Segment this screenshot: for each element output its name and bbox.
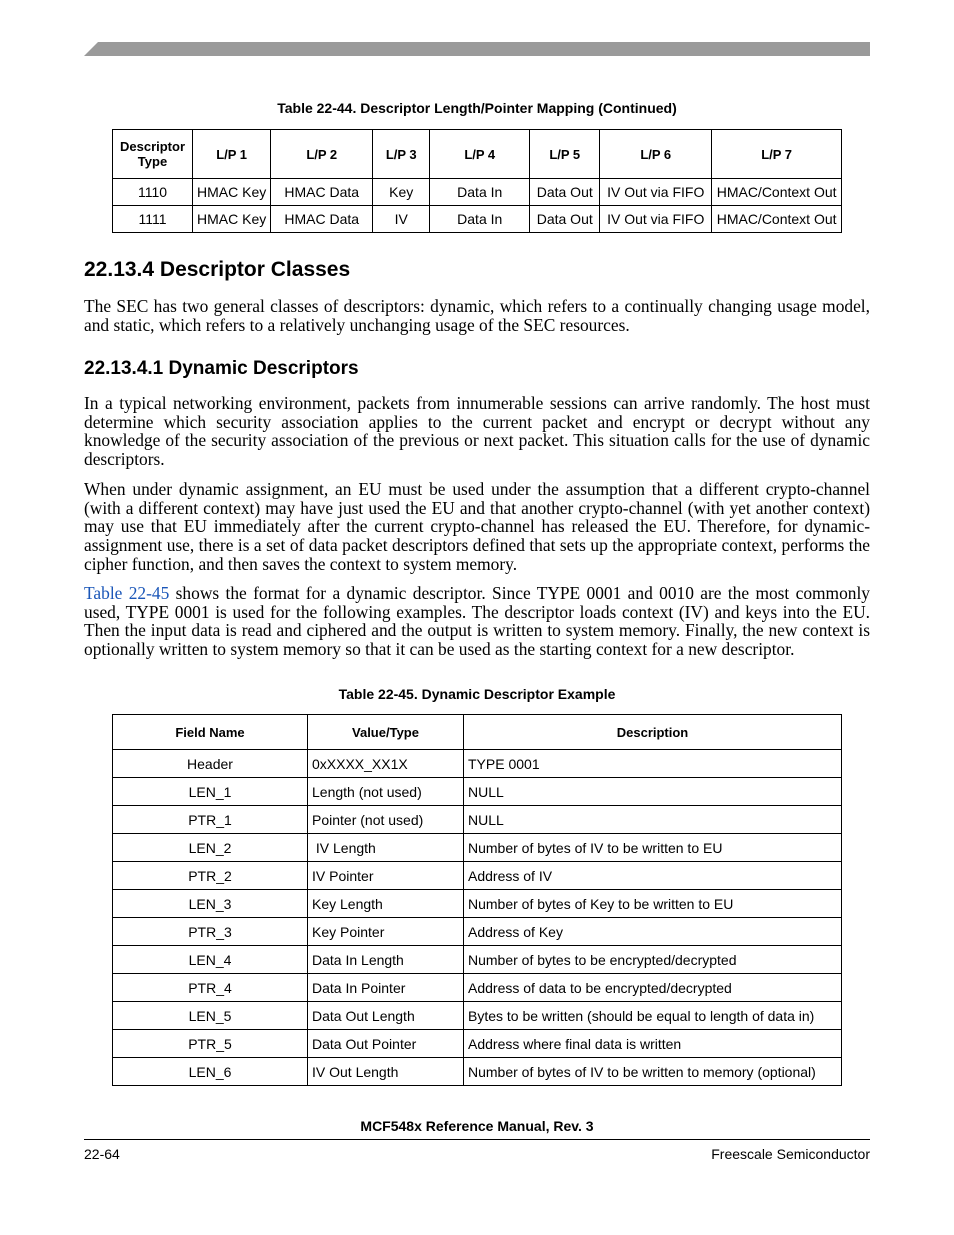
- table-cell: Address where final data is written: [464, 1030, 842, 1058]
- column-header: Value/Type: [308, 715, 464, 750]
- table-cell: IV Out via FIFO: [600, 206, 712, 233]
- paragraph-networking: In a typical networking environment, packets from innumerable sessions can arrive randomly. The host must determine which security association applies to the current packet and encrypt or decrypt without any knowledge of the security association of the previous or next packet. This situation calls for the use of dynamic descriptors.: [84, 393, 870, 470]
- table-row: [113, 974, 842, 1002]
- paragraph-text: shows the format for a dynamic descriptor. Since TYPE 0001 and 0010 are the most commonly used, TYPE 0001 is used for the following examples. The descriptor loads context (IV) and keys into the EU. Then the input data is read and ciphered and the output is written to system memory. Finally, the new context is optionally written to system memory so that it can be used as the starting context for a new descriptor.: [84, 583, 871, 660]
- table-row: [113, 946, 842, 974]
- column-header: L/P 5: [530, 130, 600, 179]
- section-heading: 22.13.4 Descriptor Classes: [84, 258, 351, 281]
- table-cell: PTR_4: [113, 974, 308, 1002]
- footer-divider: [84, 1139, 870, 1140]
- table-44: [112, 129, 842, 233]
- table-cell: Key Pointer: [308, 918, 464, 946]
- paragraph-table-reference: [84, 584, 870, 659]
- table-cell: Address of data to be encrypted/decrypted: [464, 974, 842, 1002]
- table-cell: Header: [113, 750, 308, 778]
- table-cell: 1110: [113, 179, 193, 206]
- table-cell: HMAC Data: [271, 206, 373, 233]
- table-cell: Data In: [430, 206, 530, 233]
- table-cell: Data In: [430, 179, 530, 206]
- table-row: [113, 206, 842, 233]
- table-cell: IV Length: [308, 834, 464, 862]
- table-cell: HMAC/Context Out: [712, 206, 842, 233]
- table-row: [113, 1058, 842, 1086]
- table-cell: IV: [373, 206, 430, 233]
- table-cell: Key Length: [308, 890, 464, 918]
- table-cell: LEN_3: [113, 890, 308, 918]
- table-row: [113, 862, 842, 890]
- table-row: [113, 834, 842, 862]
- column-header: L/P 1: [193, 130, 271, 179]
- table-cell: PTR_3: [113, 918, 308, 946]
- column-header: L/P 7: [712, 130, 842, 179]
- table-cell: TYPE 0001: [464, 750, 842, 778]
- table-cell: LEN_6: [113, 1058, 308, 1086]
- column-header: L/P 6: [600, 130, 712, 179]
- table-cell: Pointer (not used): [308, 806, 464, 834]
- header-banner: [84, 42, 870, 56]
- table-cell: HMAC/Context Out: [712, 179, 842, 206]
- column-header: Field Name: [113, 715, 308, 750]
- table-cell: Data In Pointer: [308, 974, 464, 1002]
- table-cell: Data Out Length: [308, 1002, 464, 1030]
- table-cell: IV Out via FIFO: [600, 179, 712, 206]
- table-header-row: [113, 130, 842, 179]
- table-cell: Data Out Pointer: [308, 1030, 464, 1058]
- table-cell: 0xXXXX_XX1X: [308, 750, 464, 778]
- table-cell: Bytes to be written (should be equal to length of data in): [464, 1002, 842, 1030]
- table-cell: HMAC Key: [193, 179, 271, 206]
- table-row: [113, 806, 842, 834]
- column-header: L/P 3: [373, 130, 430, 179]
- table-cell: Number of bytes of IV to be written to memory (optional): [464, 1058, 842, 1086]
- column-header: Description: [464, 715, 842, 750]
- table-cell: LEN_1: [113, 778, 308, 806]
- table-cell: LEN_2: [113, 834, 308, 862]
- column-header: L/P 2: [271, 130, 373, 179]
- table-cell: IV Pointer: [308, 862, 464, 890]
- table-cell: IV Out Length: [308, 1058, 464, 1086]
- column-header: L/P 4: [430, 130, 530, 179]
- manual-title: MCF548x Reference Manual, Rev. 3: [360, 1118, 594, 1134]
- table-cell: Number of bytes to be encrypted/decrypted: [464, 946, 842, 974]
- table-cell: HMAC Data: [271, 179, 373, 206]
- table-row: [113, 1030, 842, 1058]
- subsection-heading: 22.13.4.1 Dynamic Descriptors: [84, 358, 359, 379]
- table-row: [113, 778, 842, 806]
- table-row: [113, 918, 842, 946]
- table-row: [113, 890, 842, 918]
- table-cell: NULL: [464, 806, 842, 834]
- table-45: [112, 714, 842, 1086]
- table-cell: Data Out: [530, 206, 600, 233]
- column-header: Descriptor Type: [113, 130, 193, 179]
- table-row: [113, 750, 842, 778]
- table-cell: Address of Key: [464, 918, 842, 946]
- paragraph-dynamic-assignment: When under dynamic assignment, an EU must be used under the assumption that a different crypto-channel (with a different context) may have just used the EU and that another crypto-channel (with yet another context) may use that EU immediately after the current crypto-channel has released the EU. Therefore, for dynamic-assignment use, there is a set of data packet descriptors defined that sets up the appropriate context, performs the cipher function, and then saves the context to system memory.: [84, 479, 870, 574]
- company-name: Freescale Semiconductor: [711, 1146, 870, 1162]
- table-row: [113, 179, 842, 206]
- table-header-row: [113, 715, 842, 750]
- table-row: [113, 1002, 842, 1030]
- table-45-caption: Table 22-45. Dynamic Descriptor Example: [338, 686, 616, 702]
- table-44-caption: Table 22-44. Descriptor Length/Pointer Mapping (Continued): [277, 100, 677, 116]
- table-cell: Number of bytes of Key to be written to EU: [464, 890, 842, 918]
- table-cell: Data Out: [530, 179, 600, 206]
- table-45-link[interactable]: Table 22-45: [84, 583, 170, 603]
- table-cell: Length (not used): [308, 778, 464, 806]
- section-paragraph: The SEC has two general classes of descriptors: dynamic, which refers to a continually changing usage model, and static, which refers to a relatively unchanging usage of the SEC resources.: [84, 296, 870, 335]
- table-cell: Data In Length: [308, 946, 464, 974]
- table-cell: Key: [373, 179, 430, 206]
- table-cell: LEN_4: [113, 946, 308, 974]
- table-cell: HMAC Key: [193, 206, 271, 233]
- table-cell: NULL: [464, 778, 842, 806]
- table-cell: 1111: [113, 206, 193, 233]
- table-cell: LEN_5: [113, 1002, 308, 1030]
- table-cell: Address of IV: [464, 862, 842, 890]
- table-cell: Number of bytes of IV to be written to EU: [464, 834, 842, 862]
- page-number: 22-64: [84, 1146, 120, 1162]
- table-cell: PTR_5: [113, 1030, 308, 1058]
- table-cell: PTR_1: [113, 806, 308, 834]
- table-cell: PTR_2: [113, 862, 308, 890]
